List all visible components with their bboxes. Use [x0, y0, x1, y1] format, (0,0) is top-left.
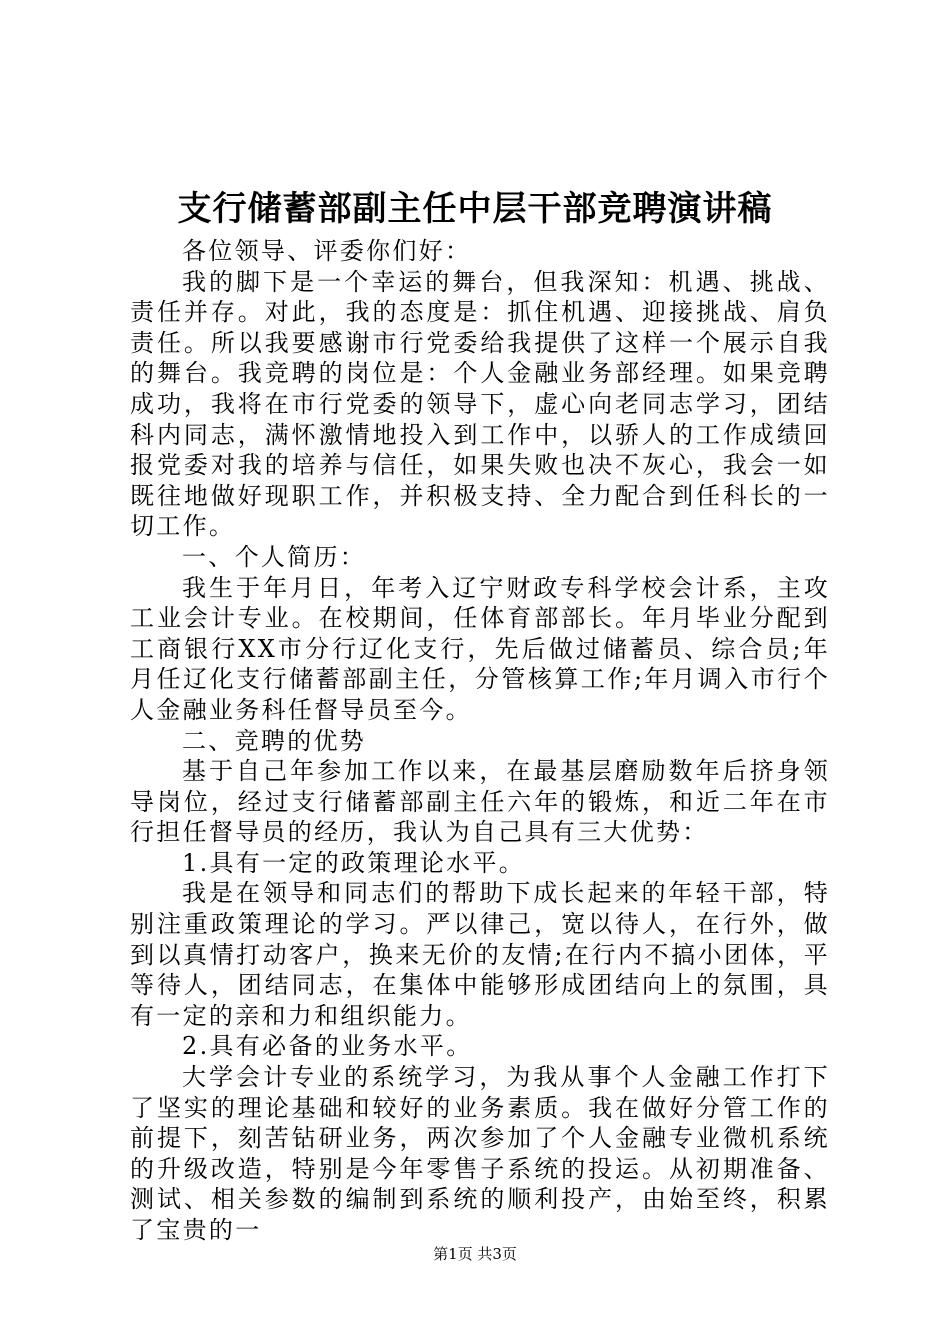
section-heading-advantages: 二、竞聘的优势	[182, 726, 367, 755]
paragraph-greeting: 各位领导、评委你们好：	[182, 237, 472, 265]
document-body	[130, 236, 830, 1246]
paragraph-intro: 我的脚下是一个幸运的舞台，但我深知：机遇、挑战、责任并存。对此，我的态度是：抓住机遇、迎接挑战、肩负责任。所以我要感谢市行党委给我提供了这样一个展示自我的舞台。我竞聘的岗位是：个人金融业务部经理。如果竞聘成功，我将在市行党委的领导下，虚心向老同志学习，团结科内同志，满怀激情地投入到工作中，以骄人的工作成绩回报党委对我的培养与信任，如果失败也决不灰心，我会一如既往地做好现职工作，并积极支持、全力配合到任科长的一切工作。	[130, 267, 830, 541]
paragraph-business: 大学会计专业的系统学习，为我从事个人金融工作打下了坚实的理论基础和较好的业务素质。我在做好分管工作的前提下，刻苦钻研业务，两次参加了个人金融专业微机系统的升级改造，特别是今年零售子系统的投运。从初期准备、测试、相关参数的编制到系统的顺利投产，由始至终，积累了宝贵的一	[130, 1063, 830, 1244]
paragraph-resume: 我生于年月日，年考入辽宁财政专科学校会计系，主攻工业会计专业。在校期间，任体育部部长。年月毕业分配到工商银行XX市分行辽化支行，先后做过储蓄员、综合员;年月任辽化支行储蓄部副主任，分管核算工作;年月调入市行个人金融业务科任督导员至今。	[130, 573, 830, 724]
subheading-business: 2.具有必备的业务水平。	[182, 1032, 473, 1061]
page-number: 第1页 共3页	[433, 1245, 517, 1263]
paragraph-advantages: 基于自己年参加工作以来，在最基层磨励数年后挤身领导岗位，经过支行储蓄部副主任六年的锻炼，和近二年在市行担任督导员的经历，我认为自己具有三大优势：	[130, 757, 830, 847]
document-title: 支行储蓄部副主任中层干部竞聘演讲稿	[177, 189, 773, 229]
subheading-policy: 1.具有一定的政策理论水平。	[182, 848, 526, 877]
paragraph-policy: 我是在领导和同志们的帮助下成长起来的年轻干部，特别注重政策理论的学习。严以律己，宽以待人，在行外，做到以真情打动客户，换来无价的友情;在行内不搞小团体，平等待人，团结同志，在集体中能够形成团结向上的氛围，具有一定的亲和力和组织能力。	[130, 879, 830, 1030]
section-heading-resume: 一、个人简历：	[182, 542, 367, 571]
